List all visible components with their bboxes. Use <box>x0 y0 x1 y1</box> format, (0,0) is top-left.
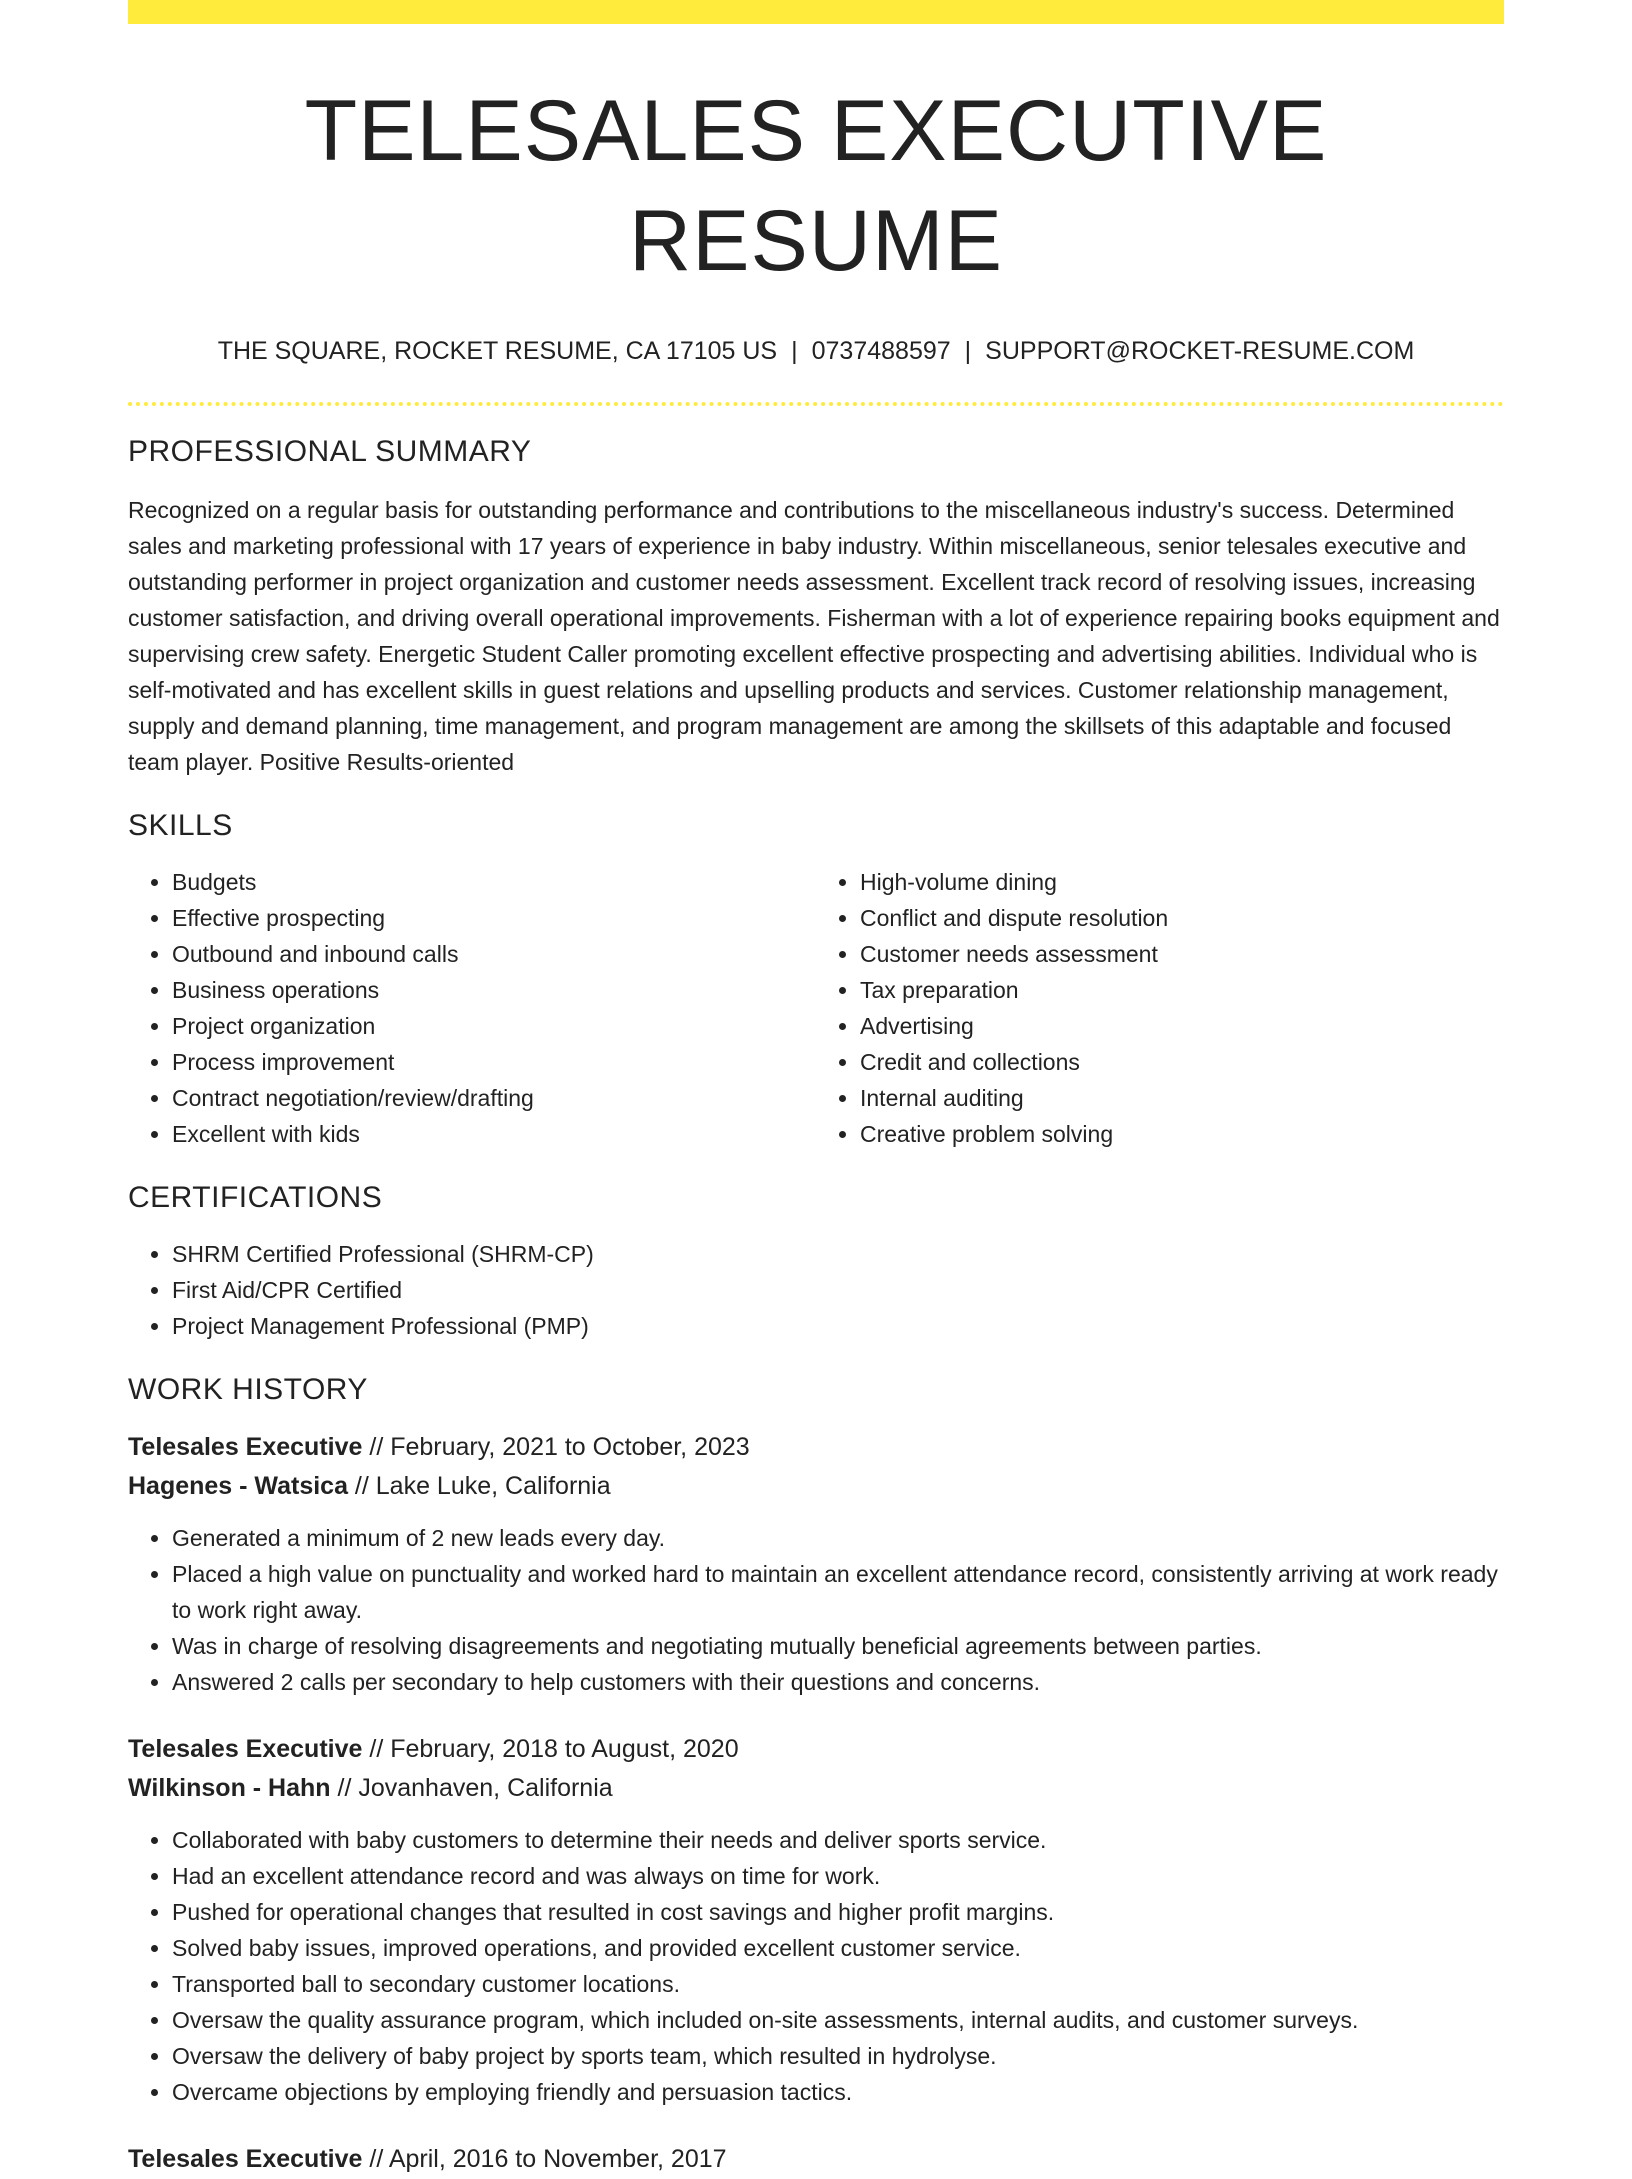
summary-heading: PROFESSIONAL SUMMARY <box>128 435 532 468</box>
job-bullet: • Collaborated with baby customers to determine their needs and deliver sports service. <box>172 1822 1504 1858</box>
skill-item: • Excellent with kids <box>172 1116 816 1152</box>
skill-item: • Credit and collections <box>860 1044 1504 1080</box>
job-dates: // February, 2018 to August, 2020 <box>362 1735 739 1763</box>
skills-list-right <box>816 864 1504 1152</box>
job-dates: // February, 2021 to October, 2023 <box>362 1433 750 1461</box>
job-company-line <box>128 1769 1504 1808</box>
job-title-line <box>128 1428 1504 1467</box>
job-company: Wilkinson - Hahn <box>128 1774 331 1802</box>
job-entry <box>128 1428 1504 1700</box>
skill-item: • Contract negotiation/review/drafting <box>172 1080 816 1116</box>
job-bullet: • Oversaw the delivery of baby project by sports team, which resulted in hydrolyse. <box>172 2038 1504 2074</box>
job-bullet: • Was in charge of resolving disagreements and negotiating mutually beneficial agreements between parties. <box>172 1628 1504 1664</box>
certification-item: • SHRM Certified Professional (SHRM-CP) <box>172 1236 1504 1272</box>
job-company-line <box>128 1467 1504 1506</box>
job-bullet: • Answered 2 calls per secondary to help customers with their questions and concerns. <box>172 1664 1504 1700</box>
contact-address: THE SQUARE, ROCKET RESUME, CA 17105 US <box>217 337 778 365</box>
contact-separator: | <box>964 337 972 365</box>
job-bullet: • Generated a minimum of 2 new leads every day. <box>172 1520 1504 1556</box>
job-bullet: • Pushed for operational changes that resulted in cost savings and higher profit margins. <box>172 1894 1504 1930</box>
summary-text: Recognized on a regular basis for outstanding performance and contributions to the miscellaneous industry's success. Determined sales and marketing professional with 17 years of experience in baby industry. Within miscellaneous, senior telesales executive and outstanding performer in project organization and customer needs assessment. Excellent track record of resolving issues, increasing customer satisfaction, and driving overall operational improvements. Fisherman with a lot of experience repairing books equipment and supervising crew safety. Energetic Student Caller promoting excellent effective prospecting and advertising abilities. Individual who is self-motivated and has excellent skills in guest relations and upselling products and services. Customer relationship management, supply and demand planning, time management, and program management are among the skillsets of this adaptable and focused team player. Positive Results-oriented <box>128 497 1500 775</box>
skill-item: • Project organization <box>172 1008 816 1044</box>
job-entry <box>128 2140 1504 2179</box>
job-bullet: • Transported ball to secondary customer locations. <box>172 1966 1504 2002</box>
skill-item: • Process improvement <box>172 1044 816 1080</box>
skill-item: • Tax preparation <box>860 972 1504 1008</box>
skill-item: • Effective prospecting <box>172 900 816 936</box>
resume-title: TELESALES EXECUTIVE RESUME <box>304 83 1328 289</box>
skills-columns <box>128 864 1504 1152</box>
skill-item: • Advertising <box>860 1008 1504 1044</box>
contact-line <box>128 334 1504 368</box>
job-bullets <box>128 1520 1504 1700</box>
job-role: Telesales Executive <box>128 2145 363 2173</box>
job-title-line <box>128 1730 1504 1769</box>
contact-phone: 0737488597 <box>811 337 951 365</box>
skill-item: • High-volume dining <box>860 864 1504 900</box>
job-role: Telesales Executive <box>128 1433 363 1461</box>
job-location: // Jovanhaven, California <box>330 1774 613 1802</box>
skills-heading: SKILLS <box>128 809 233 842</box>
skill-item: • Budgets <box>172 864 816 900</box>
skill-item: • Customer needs assessment <box>860 936 1504 972</box>
certification-item: • First Aid/CPR Certified <box>172 1272 1504 1308</box>
job-location: // Lake Luke, California <box>347 1472 611 1500</box>
job-bullet: • Overcame objections by employing friendly and persuasion tactics. <box>172 2074 1504 2110</box>
job-bullet: • Oversaw the quality assurance program, which included on-site assessments, internal audits, and customer surveys. <box>172 2002 1504 2038</box>
job-dates: // April, 2016 to November, 2017 <box>362 2145 727 2173</box>
skill-item: • Business operations <box>172 972 816 1008</box>
skill-item: • Conflict and dispute resolution <box>860 900 1504 936</box>
job-title-line <box>128 2140 1504 2179</box>
contact-separator: | <box>791 337 798 365</box>
certifications-heading: CERTIFICATIONS <box>128 1181 383 1214</box>
job-bullet: • Placed a high value on punctuality and worked hard to maintain an excellent attendance record, consistently arriving at work ready to work right away. <box>172 1556 1504 1628</box>
skill-item: • Creative problem solving <box>860 1116 1504 1152</box>
job-bullet: • Had an excellent attendance record and was always on time for work. <box>172 1858 1504 1894</box>
contact-email: SUPPORT@ROCKET-RESUME.COM <box>985 337 1415 365</box>
job-bullets <box>128 1822 1504 2110</box>
certification-item: • Project Management Professional (PMP) <box>172 1308 1504 1344</box>
job-role: Telesales Executive <box>128 1735 363 1763</box>
skills-list-left <box>128 864 816 1152</box>
job-entry <box>128 1730 1504 2110</box>
certifications-list <box>128 1236 1504 1344</box>
skill-item: • Outbound and inbound calls <box>172 936 816 972</box>
skill-item: • Internal auditing <box>860 1080 1504 1116</box>
job-company: Hagenes - Watsica <box>128 1472 348 1500</box>
resume-page <box>128 0 1504 2179</box>
header-divider <box>128 402 1504 406</box>
job-bullet: • Solved baby issues, improved operations, and provided excellent customer service. <box>172 1930 1504 1966</box>
work-history-heading: WORK HISTORY <box>128 1373 368 1406</box>
